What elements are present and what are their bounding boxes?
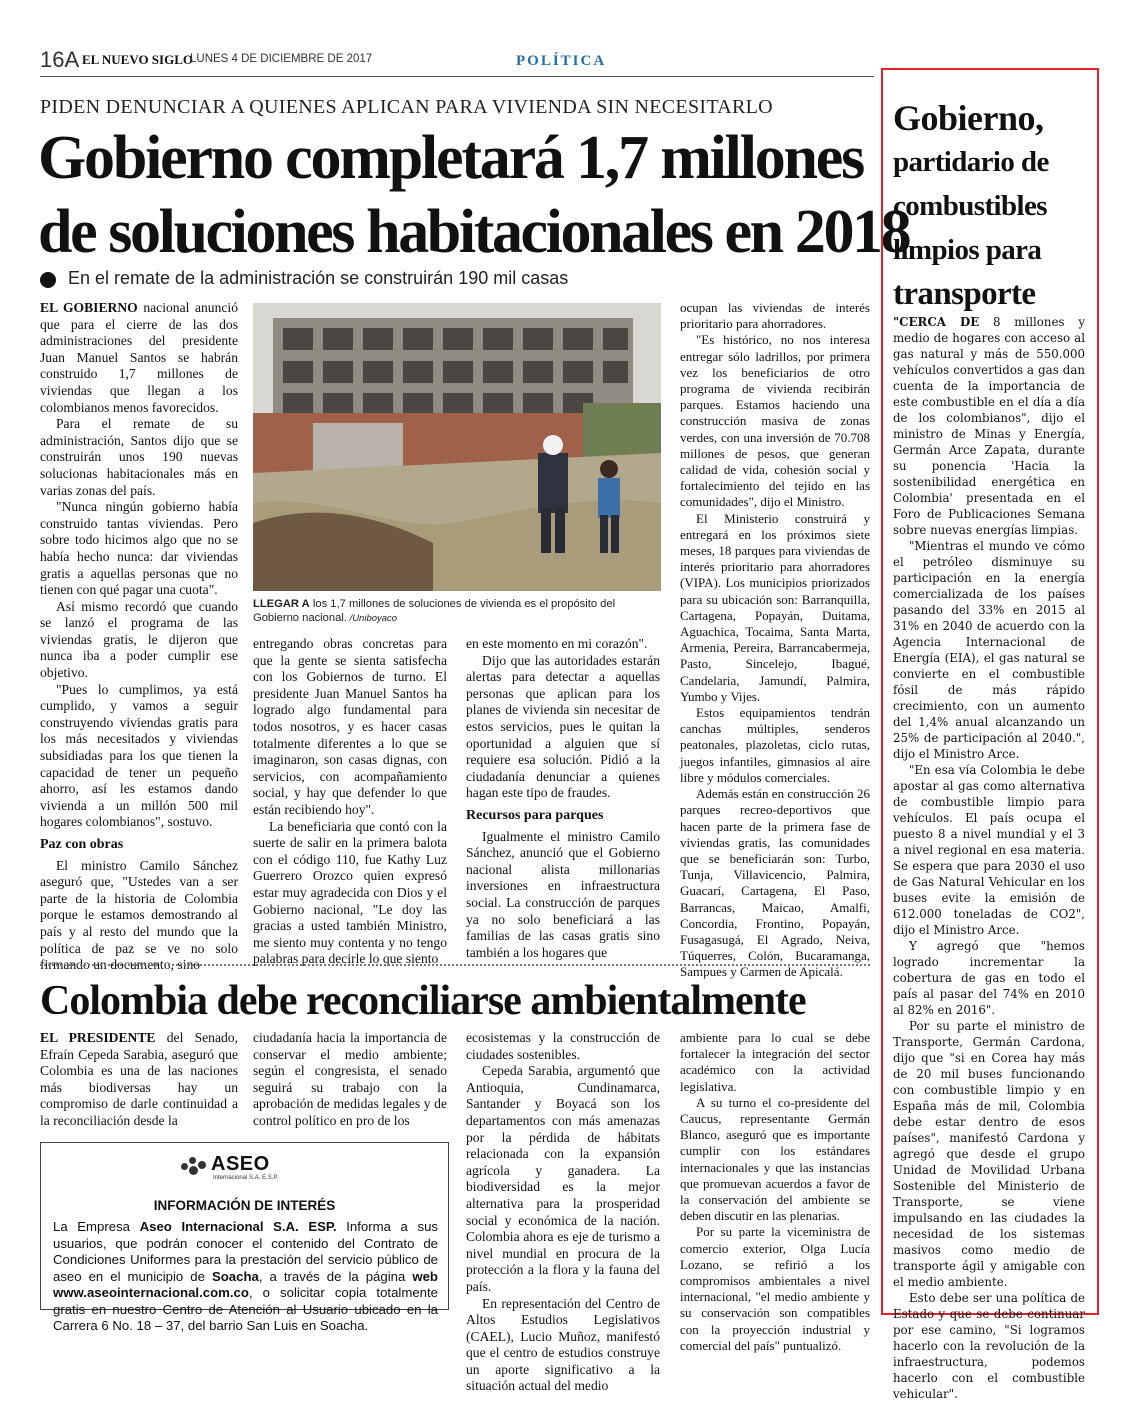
subheading: Paz con obras [40, 837, 124, 852]
bullet-icon [40, 272, 56, 288]
second-article-column-3 [466, 1030, 660, 1395]
paragraph: Por su parte la viceministra de comercio exterior, Olga Lucía Lozano, se refirió a los compromisos ambientales a nivel internacional, "el medio ambiente y su conservación son compatibles con la proyección industrial y comercial del país" puntualizó. [680, 1224, 870, 1353]
paragraph [893, 314, 1085, 538]
article-separator [40, 964, 870, 966]
paragraph: Y agregó que "hemos logrado incrementar la cobertura de gas en todo el país al pasar del 74% en 2010 al 82% en 2016". [893, 939, 1085, 1017]
ad-text: La Empresa [53, 1219, 140, 1234]
paragraph: ocupan las viviendas de interés prioritario para ahorradores. [680, 300, 870, 332]
lead-words: EL PRESIDENTE [40, 1030, 156, 1045]
paragraph: entregando obras concretas para que la gente se sienta satisfecha con los Gobiernos de turno. El presidente Juan Manuel Santos ha logrado algo fundamental para todos nosotros, y es hacer casas totalmente diferentes a lo que se imaginaron, son casas dignas, con servicios, con acompañamiento social, y hay que defender lo que están recibiendo hoy". [253, 636, 447, 817]
paragraph-text: 8 millones y medio de hogares con acceso al gas natural y más de 550.000 vehículos convertidos a gas dan cuenta de la importancia de este combustible en el día a día de los colombianos", dijo el ministro de Minas y Energía, Germán Arce Zapata, durante su ponencia 'Hacia la sostenibilidad energética en Colombia' presentada en el Foro de Publicaciones Semana sobre nuevas energías limpias. [893, 315, 1085, 537]
sidebar-headline-line: transporte [893, 276, 1036, 312]
paragraph: "En esa vía Colombia le debe apostar al gas como alternativa de combustible limpio para vehículos. El país ocupa el puesto 8 a nivel mundial y el 3 a nivel regional en esa materia. Se espera que para 2030 el uso de Gas Natural Vehicular en los buses evite la emisión de 612.000 toneladas de CO2", dijo el Ministro Arce. [893, 763, 1085, 937]
paragraph-text: del Senado, Efraín Cepeda Sarabia, aseguró que Colombia es una de las naciones más biodiversas hay un compromiso de darle continuidad a la reconciliación desde la [40, 1030, 238, 1128]
ad-body [53, 1219, 438, 1335]
municipality: Soacha [211, 1268, 259, 1284]
paragraph: ecosistemas y la construcción de ciudades sostenibles. [466, 1030, 660, 1062]
paragraph: La beneficiaria que contó con la suerte de salir en la primera balota con el código 110, fue Kathy Luz Guerrero Orozco quien expresó estar muy agradecida con Dios y el Gobierno nacional, "Le doy las gracias a usted también Ministro, me siento muy contenta y no tengo palabras para decirle lo que siento [253, 818, 447, 967]
main-article-column-1 [40, 300, 238, 974]
construction-site-photo [253, 303, 661, 591]
advertisement-box [40, 1142, 449, 1333]
second-article-column-4 [680, 1030, 870, 1354]
paragraph: "Mientras el mundo ve cómo el petróleo disminuye su participación en la energía comercializada de los países pasando del 33% en 2015 al 31% en 2040 de acuerdo con la Agencia Internacional de Energía (EIA), el gas natural se convierte en el combustible fósil de más rápido crecimiento, con un aumento del 1,4% anual alcanzando un 25% de participación al 2040.", dijo el Ministro Arce. [893, 539, 1085, 761]
photo-caption-lead: LLEGAR A [253, 598, 310, 610]
header-rule [40, 76, 874, 77]
paragraph: El ministro Camilo Sánchez aseguró que, "Ustedes van a ser parte de la historia de Colombia porque le estamos demostrando al país y al resto del mundo que la política de paz se ve no solo firmando un documento, sino [40, 857, 238, 973]
article-photo [253, 303, 661, 591]
aseo-logo-subtext: Internacional S.A. E.S.P. [213, 1175, 279, 1181]
sidebar-headline-line: combustibles [893, 190, 1047, 222]
paragraph: en este momento en mi corazón". [466, 636, 648, 651]
main-headline-line-2: de soluciones habitacionales en 2018 [38, 198, 910, 266]
photo-credit: /Uniboyaco [346, 613, 398, 624]
paragraph: Igualmente el ministro Camilo Sánchez, anunció que el Gobierno nacional alista millonarias inversiones en infraestructura social. La construcción de parques ya no solo beneficiará a las familias de las casas gratis sino también a los hogares que [466, 828, 660, 960]
ad-text: , o solicitar copia totalmente gratis en nuestro Centro de Atención al Usuario ubicado en la Carrera 6 No. 18 – 37, del barrio San Luis en Soacha. [53, 1285, 438, 1333]
main-headline-line-1: Gobierno completará 1,7 millones [38, 124, 864, 192]
paragraph: Esto debe ser una política de Estado y que se debe continuar por ese camino, "Si logramos hacerlo con la revolución de la infraestructura, podemos hacerlo con el combustible vehicular". [893, 1291, 1085, 1401]
paragraph: ambiente para lo cual se debe fortalecer la integración del sector académico con la actividad legislativa. [680, 1030, 870, 1094]
main-article-column-3 [466, 636, 660, 961]
second-headline: Colombia debe reconciliarse ambientalmente [40, 978, 806, 1024]
sidebar-headline-line: Gobierno, [893, 98, 1044, 138]
company-name: Aseo Internacional S.A. ESP. [139, 1219, 337, 1234]
page-number: 16A [40, 47, 80, 72]
paragraph: Además están en construcción 26 parques recreo-deportivos que hacen parte de la primera fase de viviendas gratis, las comunidades que se beneficiarán son: Turbo, Tunja, Villavicencio, Palmira, Guacarí, Cartagena, El Paso, Barrancas, Maicao, Amalfi, Concordia, Frontino, Popayán, Fusagasugá, El Agrado, Neiva, Túquerres, Colón, Bucaramanga, Sampues y Carmen de Apicalá. [680, 786, 871, 980]
sidebar-headline-line: limpios para [893, 234, 1042, 266]
subheading: Recursos para parques [466, 807, 604, 823]
paragraph-text: nacional anunció que para el cierre de las dos administraciones del presidente Juan Manuel Santos se habrán construido 1,7 millones de viviendas que llegan a los colombianos menos favorecidos. [40, 300, 238, 415]
paragraph [40, 1030, 238, 1130]
second-article-column-2 [253, 1030, 447, 1130]
paragraph: "Nunca ningún gobierno había construido tantas viviendas. Pero sobre todo hicimos algo que no se había hecho nunca: dar viviendas gratis a aquellas personas que no tienen con qué pagar una cuota". [40, 499, 238, 598]
sidebar-body [893, 314, 1085, 1402]
main-article-column-2 [253, 636, 447, 968]
paragraph [40, 300, 238, 416]
photo-caption [253, 597, 661, 626]
issue-date: LUNES 4 DE DICIEMBRE DE 2017 [190, 53, 373, 65]
aseo-logo-text: ASEO [211, 1153, 270, 1175]
paragraph: Cepeda Sarabia, argumentó que Antioquia, Cundinamarca, Santander y Boyacá son los departamentos con más amenazas por la pérdida de hábitats relacionada con la expansión agrícola y ganadera. La biodiversidad es la mejor alternativa para la prosperidad social y económica de la nación. Colombia ahora es eje de turismo a nivel mundial en procura de la protección a la flora y la fauna del país. [466, 1063, 660, 1294]
section-label: POLÍTICA [516, 53, 607, 69]
ad-text: Informa a sus usuarios, que podrán conocer el contenido del Contrato de Condiciones Uniformes para la prestación del servicio público de aseo en el municipio de [53, 1219, 438, 1284]
website-link[interactable]: web www.aseointernacional.com.co [53, 1268, 438, 1300]
second-article-column-1 [40, 1030, 238, 1130]
subhead: En el remate de la administración se construirán 190 mil casas [68, 268, 569, 288]
ad-text: , a través de la página [258, 1268, 413, 1284]
aseo-logo-icon [181, 1157, 207, 1177]
lead-words: EL GOBIERNO [40, 300, 138, 315]
paragraph: A su turno el co-presidente del Caucus, representante Germán Blanco, aseguró que es importante cumplir con los estándares internacionales y que las instancias que promuevan acuerdos a favor de la conservación del ambiente se deben discutir en las plenarias. [680, 1094, 870, 1224]
main-article-column-4 [680, 300, 870, 981]
kicker: PIDEN DENUNCIAR A QUIENES APLICAN PARA VIVIENDA SIN NECESITARLO [40, 96, 773, 118]
paragraph: "Es histórico, no nos interesa entregar sólo ladrillos, por primera vez los beneficiarios de otro programa de vivienda recibirán parques. Estamos haciendo una construcción masiva de zonas verdes, con una inversión de 70.708 millones de pesos, que generan calidad de vida, cohesión social y fortalecimiento del tejido en las comunidades", dijo el Ministro. [680, 332, 870, 510]
sidebar-headline [893, 96, 1093, 316]
paragraph: Así mismo recordó que cuando se lanzó el programa de las viviendas gratis, le dijeron que nunca iba a poder cumplir ese objetivo. [40, 598, 238, 681]
paragraph: Dijo que las autoridades estarán alertas para detectar a aquellas personas que aplican para los planes de vivienda sin necesitar de estos servicios, pues le quitan la oportunidad a alguien que sí requiere esa solución. Pidió a la ciudadanía denunciar a quienes hagan este tipo de fraudes. [466, 652, 660, 801]
ad-title: INFORMACIÓN DE INTERÉS [153, 1198, 336, 1213]
paragraph: Por su parte el ministro de Transporte, Germán Cardona, dijo que "si en Corea hay más de 20 mil buses funcionando con combustible limpio y en España más de mil, Colombia debe estar dentro de esos países", manifestó Cardona y agregó que desde el grupo Unidad de Movilidad Urbana Sostenible del Ministerio de Transporte, se viene impulsando en las ciudades la necesidad de los sistemas masivos como medio de transporte ágil y amigable con el medio ambiente. [893, 1019, 1085, 1289]
paragraph: En representación del Centro de Altos Estudios Legislativos (CAEL), Lucio Muñoz, manifestó que el centro de estudios construye un aporte significativo a la situación actual del medio [466, 1295, 660, 1394]
paragraph: Para el remate de su administración, Santos dijo que se construirán unos 190 nuevas solucionas habitacionales más en varias zonas del país. [40, 416, 238, 498]
paragraph: El Ministerio construirá y entregará en los próximos siete meses, 18 parques para viviendas de interés prioritario para ahorradores (VIPA). Los municipios priorizados para su ubicación son: Barranquilla, Cartagena, Popayán, Duitama, Aguachica, Tocaima, Santa Marta, Armenia, Pereira, Barrancabermeja, Pasto, Sincelejo, Ibagué, Candelaria, Jamundí, Palmira, Yumbo y Vijes. [680, 510, 870, 704]
photo-caption-text: los 1,7 millones de soluciones de vivienda es el propósito del Gobierno nacional. [253, 598, 616, 624]
paper-name: EL NUEVO SIGLO [82, 52, 193, 67]
paragraph: Estos equipamientos tendrán canchas múltiples, senderos peatonales, plazoletas, ciclo rutas, juegos infantiles, gimnasios al aire libre y módulos comerciales. [680, 705, 870, 785]
paragraph: ciudadanía hacia la importancia de conservar el medio ambiente; según el congresista, el senado seguirá su trabajo con la aprobación de medidas legales y de control político en pro de los [253, 1030, 447, 1128]
paragraph: "Pues lo cumplimos, ya está cumplido, y vamos a seguir construyendo viviendas gratis para los más necesitados y viviendas subsidiadas para los que tienen la capacidad de tener un pequeño ahorro, así les estamos dando vivienda a un millón 500 mil hogares colombianos", sostuvo. [40, 681, 238, 830]
sidebar-headline-line: partidario de [893, 146, 1049, 178]
lead-words: "CERCA DE [893, 315, 980, 329]
